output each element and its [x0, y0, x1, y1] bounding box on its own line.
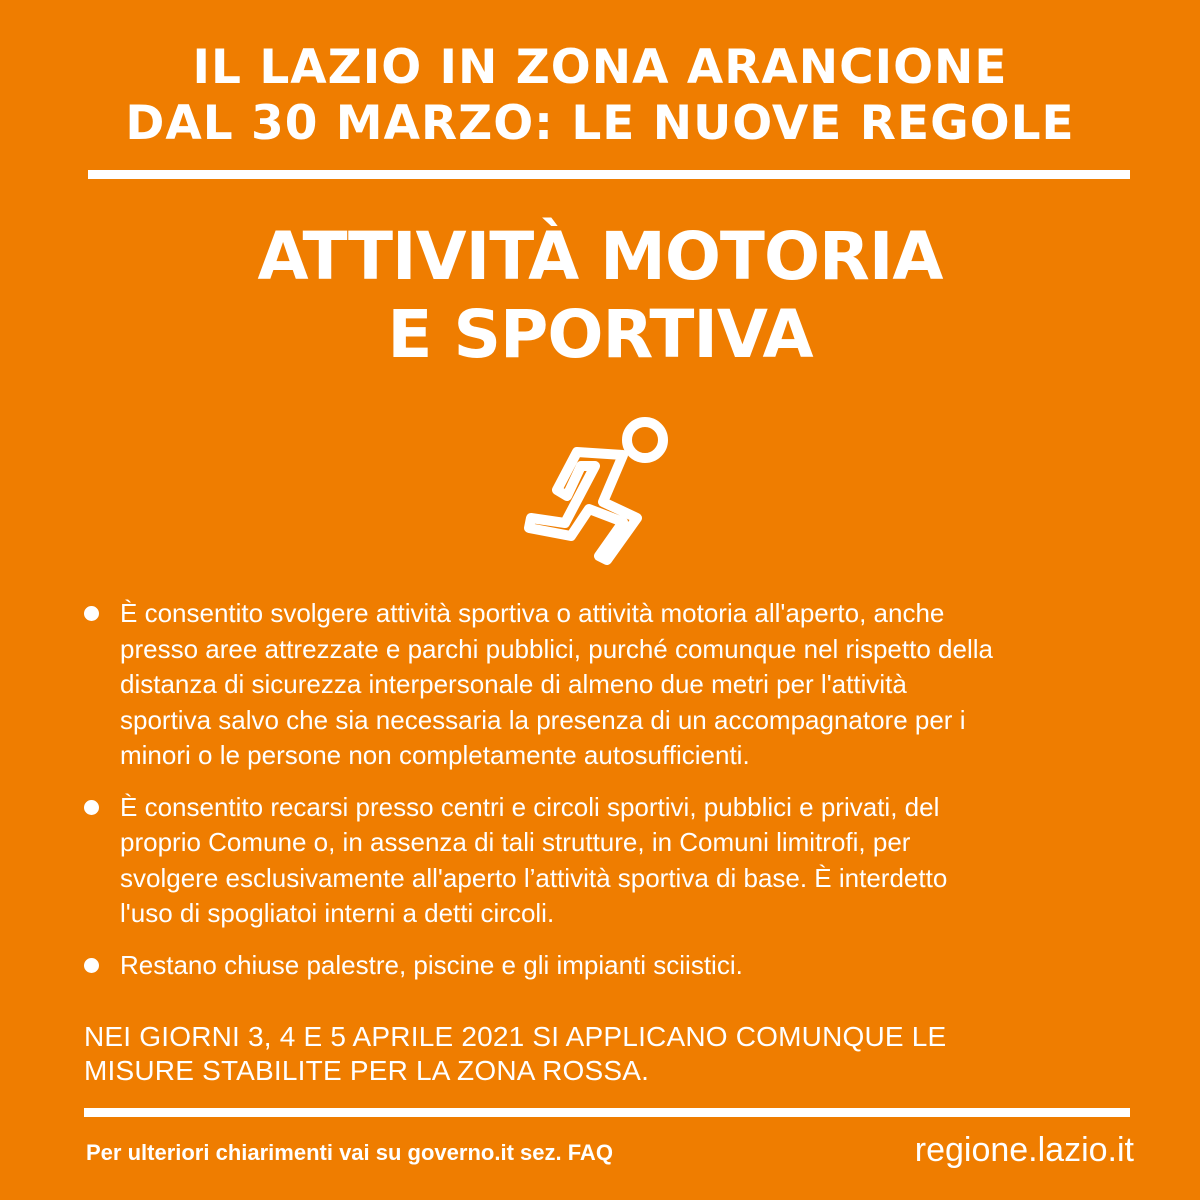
page-title — [0, 218, 1200, 374]
title-line-1: ATTIVITÀ MOTORIA — [257, 218, 943, 295]
bullet-dot — [84, 606, 99, 621]
header-line-1: IL LAZIO IN ZONA ARANCIONE — [192, 40, 1008, 95]
running-person-icon — [515, 410, 685, 570]
list-item — [84, 596, 1144, 774]
list-item — [84, 790, 1144, 932]
header-line-2: DAL 30 MARZO: LE NUOVE REGOLE — [125, 96, 1075, 151]
bottom-divider — [84, 1108, 1130, 1117]
website-link[interactable]: regione.lazio.it — [914, 1131, 1134, 1169]
title-line-2: E SPORTIVA — [387, 296, 813, 373]
list-item-text: È consentito svolgere attività sportiva o attività motoria all'aperto, anche presso aree attrezzate e parchi pubblici, purché comunque nel rispetto della distanza di sicurezza interpersonale di almeno due metri per l'attività sportiva salvo che sia necessaria la presenza di un accompagnatore per i minori o le persone non completamente autosufficienti. — [120, 598, 993, 770]
footer-info-text: Per ulteriori chiarimenti vai su governo.it sez. FAQ — [86, 1140, 613, 1165]
bullet-dot — [84, 800, 99, 815]
list-item-text: È consentito recarsi presso centri e circoli sportivi, pubblici e privati, del proprio Comune o, in assenza di tali strutture, in Comuni limitrofi, per svolgere esclusivamente all'aperto l’attività sportiva di base. È interdetto l'uso di spogliatoi interni a detti circoli. — [120, 791, 948, 928]
list-item — [84, 948, 1144, 984]
top-divider — [88, 170, 1130, 179]
header — [0, 40, 1200, 152]
red-zone-notice: NEI GIORNI 3, 4 E 5 APRILE 2021 SI APPLICANO COMUNQUE LE MISURE STABILITE PER LA ZONA ROSSA. — [84, 1021, 947, 1086]
list-item-text: Restano chiuse palestre, piscine e gli impianti sciistici. — [120, 949, 743, 980]
bullet-dot — [84, 958, 99, 973]
rules-list — [84, 596, 1144, 999]
